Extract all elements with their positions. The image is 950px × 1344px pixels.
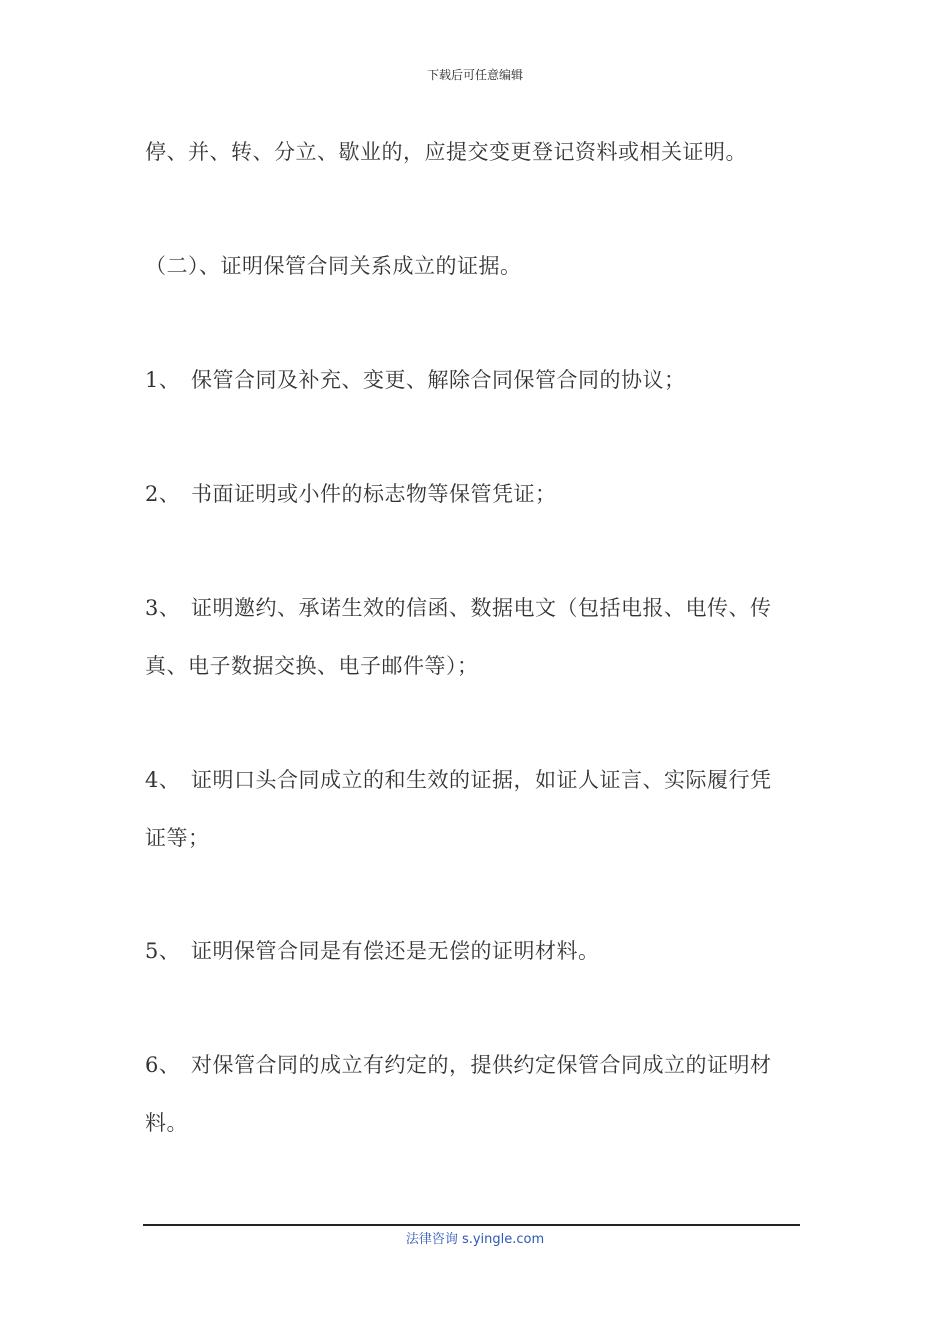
header-note: 下载后可任意编辑 — [426, 68, 523, 82]
list-item — [145, 922, 810, 980]
paragraph-line: 停、并、转、分立、歇业的，应提交变更登记资料或相关证明。 — [145, 140, 747, 164]
paragraph-line: 料。 — [145, 1111, 188, 1135]
list-item-number: 2、 — [145, 482, 181, 506]
list-item — [145, 751, 810, 867]
paragraph-line: 保管合同及补充、变更、解除合同保管合同的协议； — [191, 368, 686, 392]
paragraph-line: （二）、证明保管合同关系成立的证据。 — [145, 254, 522, 278]
list-item — [145, 351, 810, 409]
paragraph-line: 真、电子数据交换、电子邮件等）； — [145, 654, 479, 678]
paragraph-line: 书面证明或小件的标志物等保管凭证； — [191, 482, 557, 506]
paragraph-line: 证明邀约、承诺生效的信函、数据电文（包括电报、电传、传 — [191, 596, 772, 620]
list-item — [145, 1036, 810, 1152]
list-item — [145, 465, 810, 523]
paragraph-line: 证明保管合同是有偿还是无偿的证明材料。 — [191, 939, 600, 963]
footer-link[interactable]: 法律咨询 s.yingle.com — [405, 1232, 545, 1247]
footer-divider — [143, 1224, 800, 1226]
paragraph-line: 证等； — [145, 826, 210, 850]
list-item — [145, 579, 810, 695]
paragraph-line: 对保管合同的成立有约定的，提供约定保管合同成立的证明材 — [191, 1053, 772, 1077]
list-item-number: 4、 — [145, 768, 181, 792]
list-item-number: 6、 — [145, 1053, 181, 1077]
list-item-number: 1、 — [145, 368, 181, 392]
list-item-number: 5、 — [145, 939, 181, 963]
paragraph-line: 证明口头合同成立的和生效的证据，如证人证言、实际履行凭 — [191, 768, 772, 792]
paragraph — [145, 123, 810, 181]
list-item-number: 3、 — [145, 596, 181, 620]
section-heading — [145, 237, 810, 295]
